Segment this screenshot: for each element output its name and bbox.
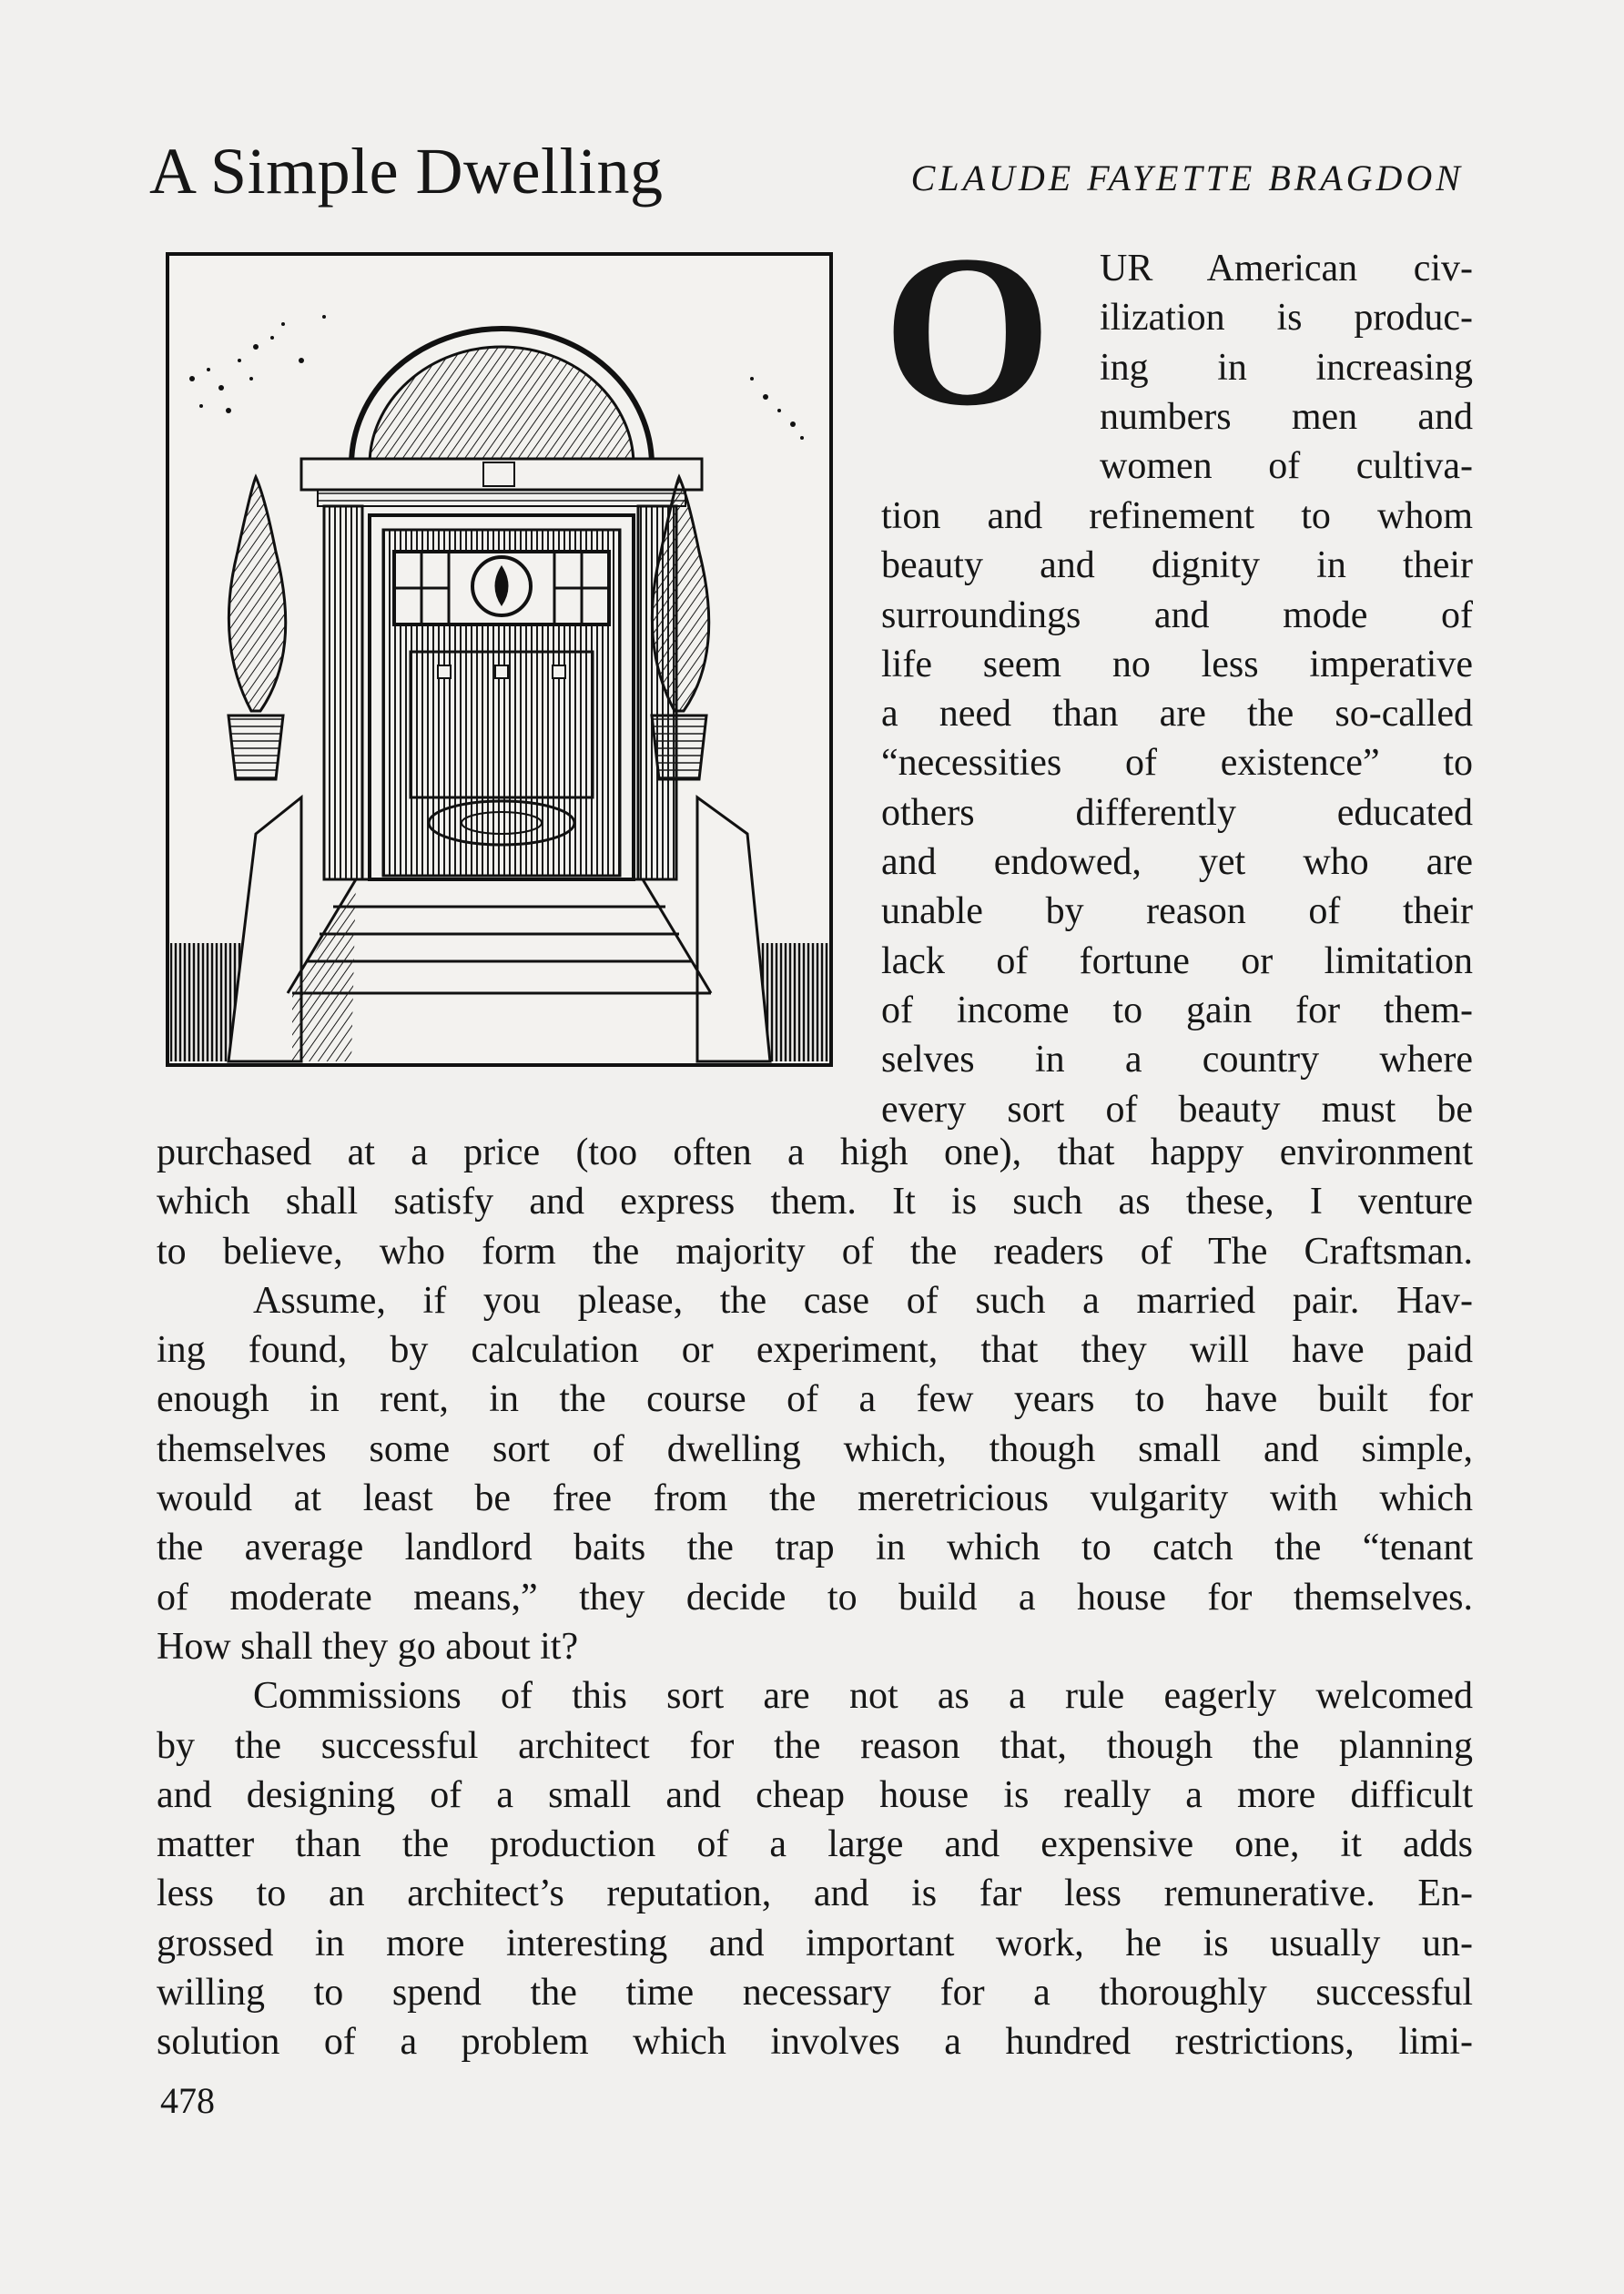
text-line: to believe, who form the majority of the readers of The Craftsman. [157, 1230, 1473, 1273]
text-line: Assume, if you please, the case of such a married pair. Hav- [253, 1279, 1473, 1322]
text-line: the average landlord baits the trap in which to catch the “tenant [157, 1527, 1473, 1569]
text-line: which shall satisfy and express them. It is such as these, I venture [157, 1181, 1473, 1223]
text-line: less to an architect’s reputation, and is far less remunerative. En- [157, 1873, 1473, 1915]
text-line: every sort of beauty must be [881, 1088, 1473, 1131]
column-text [881, 492, 1473, 1134]
text-line: women of cultiva- [1100, 445, 1473, 488]
text-line: a need than are the so-called [881, 693, 1473, 736]
text-line: would at least be free from the meretricious vulgarity with which [157, 1477, 1473, 1520]
intro-text [1100, 244, 1473, 491]
text-line: UR American civ- [1100, 248, 1473, 289]
text-line: ing found, by calculation or experiment, that they will have paid [157, 1329, 1473, 1372]
text-line: life seem no less imperative [881, 643, 1473, 685]
text-line: of moderate means,” they decide to build a house for themselves. [157, 1576, 1473, 1619]
author-byline: CLAUDE FAYETTE BRAGDON [910, 157, 1464, 198]
text-line: How shall they go about it? [157, 1625, 579, 1668]
text-line: unable by reason of their [881, 890, 1473, 933]
text-line: willing to spend the time necessary for a thoroughly successful [157, 1972, 1473, 2015]
text-line: purchased at a price (too often a high one), that happy environment [157, 1132, 1473, 1173]
text-line: surroundings and mode of [881, 594, 1473, 636]
text-line: selves in a country where [881, 1039, 1473, 1081]
doorway-illustration [165, 251, 834, 1068]
text-line: by the successful architect for the reason that, though the planning [157, 1724, 1473, 1767]
text-line: beauty and dignity in their [881, 544, 1473, 587]
drop-cap: O [883, 211, 1052, 451]
text-line: tion and refinement to whom [881, 495, 1473, 537]
text-line: ing in increasing [1100, 346, 1473, 389]
text-line: “necessities of existence” to [881, 742, 1473, 785]
text-line: lack of fortune or limitation [881, 939, 1473, 982]
doorway-illustration-icon [165, 251, 834, 1068]
text-line: numbers men and [1100, 395, 1473, 438]
text-line: grossed in more interesting and important work, he is usually un- [157, 1922, 1473, 1964]
text-line: themselves some sort of dwelling which, though small and simple, [157, 1427, 1473, 1470]
text-line: ilization is produc- [1100, 297, 1473, 340]
text-line: Commissions of this sort are not as a rule eagerly welcomed [253, 1675, 1473, 1718]
text-line: matter than the production of a large and expensive one, it adds [157, 1823, 1473, 1866]
page-number: 478 [160, 2080, 215, 2121]
text-line: and designing of a small and cheap house is really a more difficult [157, 1773, 1473, 1816]
text-line: solution of a problem which involves a hundred restrictions, limi- [157, 2021, 1473, 2064]
article-title: A Simple Dwelling [149, 135, 664, 208]
text-line: enough in rent, in the course of a few years to have built for [157, 1378, 1473, 1421]
text-line: others differently educated [881, 791, 1473, 834]
body-text [157, 1128, 1473, 2067]
text-line: and endowed, yet who are [881, 841, 1473, 884]
text-line: of income to gain for them- [881, 989, 1473, 1031]
